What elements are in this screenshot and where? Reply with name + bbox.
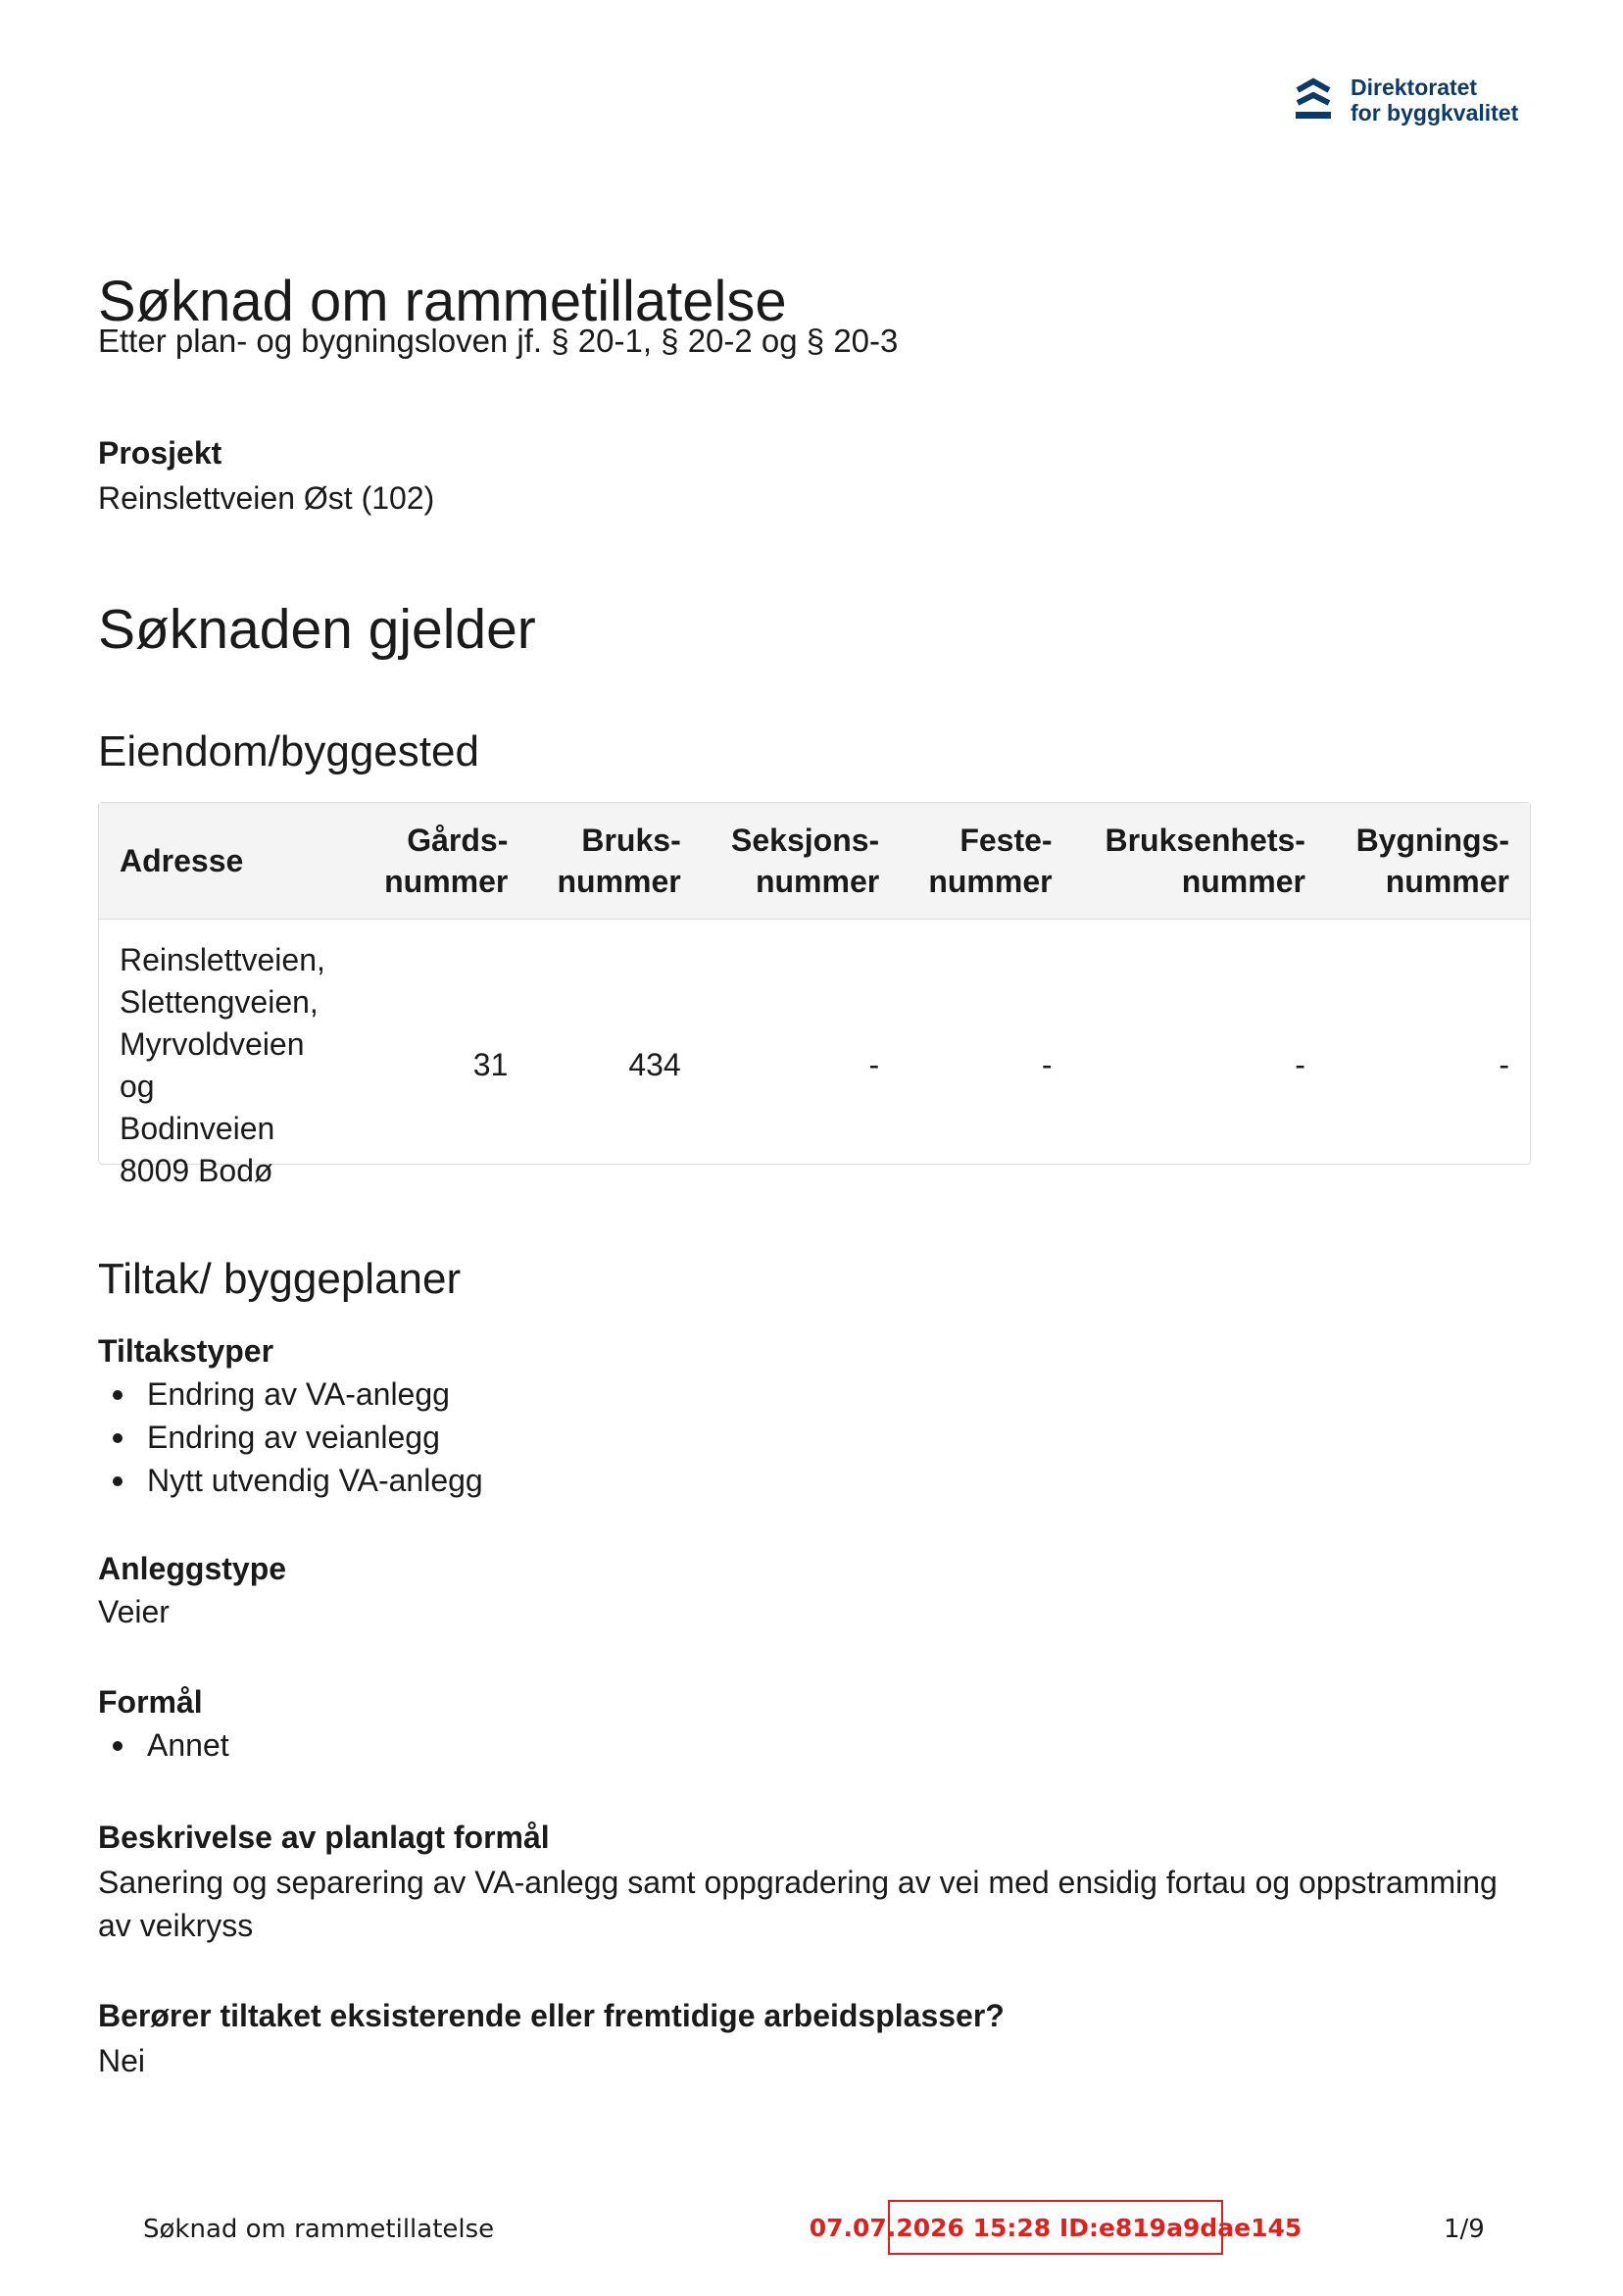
tiltakstyper-label: Tiltakstyper (98, 1333, 274, 1369)
cell-address: Reinslettveien, Slettengveien, Myrvoldveien og Bodinveien 8009 Bodø (120, 941, 325, 1188)
col-snr: Seksjons- nummer (702, 803, 900, 919)
cell-fnr: - (1041, 1047, 1053, 1082)
list-item: Endring av VA-anlegg (98, 1373, 483, 1416)
logo-line-2: for byggkvalitet (1351, 100, 1519, 125)
anleggstype-value: Veier (98, 1594, 170, 1629)
project-label: Prosjekt (98, 435, 222, 471)
timestamp-id-stamp: 07.07.2026 15:28 ID:e819a9dae145 (888, 2200, 1223, 2255)
beskrivelse-value: Sanering og separering av VA-anlegg samt oppgradering av vei med ensidig fortau og oppstramming av veikryss (98, 1865, 1498, 1943)
table-row (99, 919, 1530, 1210)
cell-snr: - (868, 1047, 880, 1082)
page-number: 1/9 (1444, 2215, 1485, 2244)
table-header-row (99, 803, 1530, 919)
logo-line-1: Direktoratet (1351, 75, 1478, 100)
formal-list (98, 1723, 229, 1767)
cell-gnr: 31 (472, 1047, 509, 1082)
dibk-logo (1296, 75, 1518, 125)
logo-text (1351, 75, 1518, 125)
arbeidsplasser-label: Berører tiltaket eksisterende eller fremtidige arbeidsplasser? (98, 1998, 1005, 2033)
list-item: Annet (98, 1723, 229, 1767)
tiltakstyper-list (98, 1373, 483, 1502)
section-title: Søknaden gjelder (98, 598, 536, 661)
col-gnr: Gårds- nummer (356, 803, 528, 919)
beskrivelse-label: Beskrivelse av planlagt formål (98, 1820, 550, 1855)
col-fnr: Feste- nummer (900, 803, 1072, 919)
col-bnr: Bruks- nummer (528, 803, 701, 919)
list-item: Endring av veianlegg (98, 1416, 483, 1459)
dibk-logo-icon (1296, 78, 1331, 122)
page-subtitle: Etter plan- og bygningsloven jf. § 20-1, § 20-2 og § 20-3 (98, 323, 899, 359)
cell-bruksenhet: - (1295, 1047, 1305, 1082)
list-item: Nytt utvendig VA-anlegg (98, 1459, 483, 1502)
col-bruksenhet: Bruksenhets- nummer (1073, 803, 1326, 919)
tiltak-heading: Tiltak/ byggeplaner (98, 1255, 462, 1303)
project-value: Reinslettveien Øst (102) (98, 480, 435, 516)
formal-label: Formål (98, 1684, 203, 1720)
footer-doc-title: Søknad om rammetillatelse (143, 2215, 495, 2244)
page-title: Søknad om rammetillatelse (98, 270, 787, 333)
property-heading: Eiendom/byggested (98, 727, 479, 775)
cell-bygning: - (1499, 1047, 1509, 1082)
col-address: Adresse (99, 803, 356, 919)
col-bygning: Bygnings- nummer (1326, 803, 1530, 919)
arbeidsplasser-value: Nei (98, 2043, 146, 2078)
anleggstype-label: Anleggstype (98, 1551, 287, 1586)
property-table (98, 802, 1531, 1188)
cell-bnr: 434 (628, 1047, 681, 1082)
